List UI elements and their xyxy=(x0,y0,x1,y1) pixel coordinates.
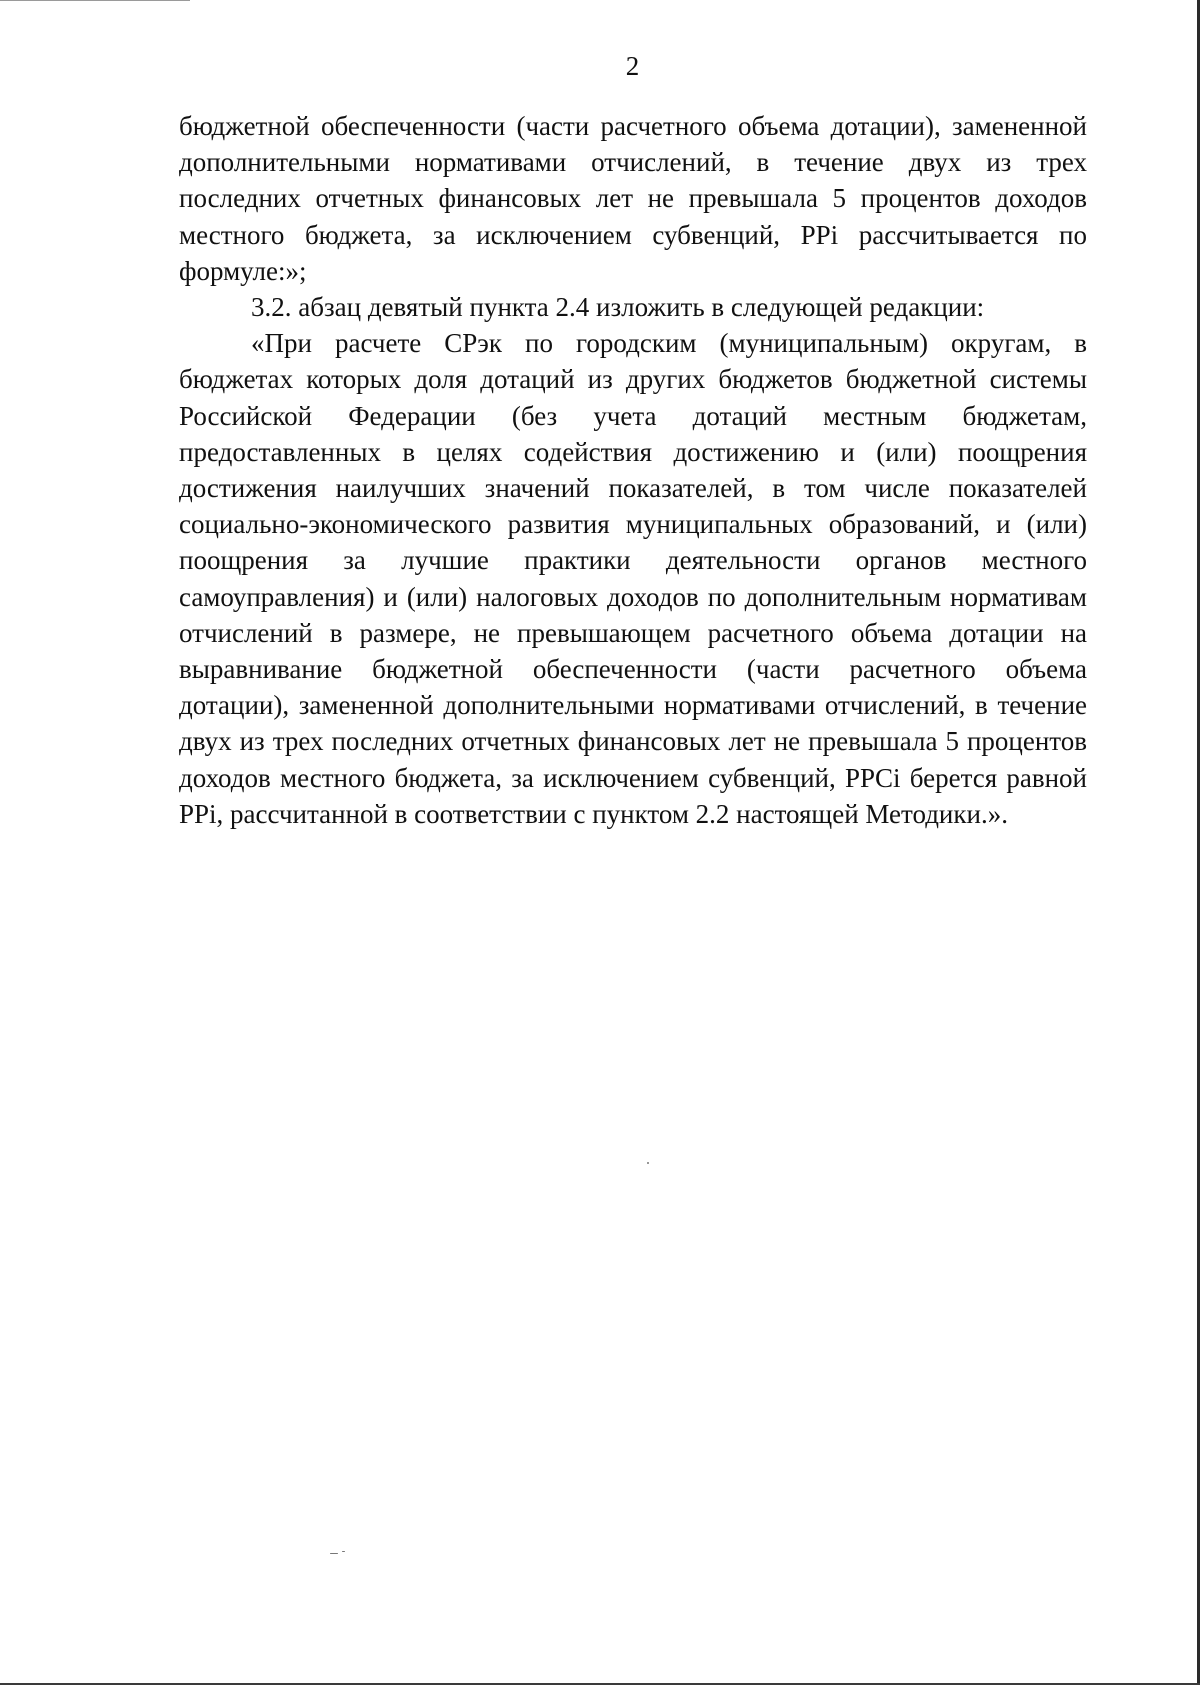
scan-edge-top xyxy=(0,0,190,1)
page-number: 2 xyxy=(625,51,640,81)
scan-speck xyxy=(647,1162,649,1164)
paragraph-quoted-text: «При расчете CPэк по городским (муниципальным) округам, в бюджетах которых доля дотаций из других бюджетов бюджетной системы Российской Федерации (без учета дотаций местным бюджетам, предоставленных в целях содействия достижению и (или) поощрения достижения наилучших значений показателей, в том числе показателей социально-экономического развития муниципальных образований, и (или) поощрения за лучшие практики деятельности органов местного самоуправления) и (или) налоговых доходов по дополнительным нормативам отчислений в размере, не превышающем расчетного объема дотации на выравнивание бюджетной обеспеченности (части расчетного объема дотации), замененной дополнительными нормативами отчислений, в течение двух из трех последних отчетных финансовых лет не превышала 5 процентов доходов местного бюджета, за исключением субвенций, PPCi берется равной PPi, рассчитанной в соответствии с пунктом 2.2 настоящей Методики.». xyxy=(179,328,1087,829)
paragraph-item-3-2: 3.2. абзац девятый пункта 2.4 изложить в следующей редакции: xyxy=(251,292,985,323)
scan-speck xyxy=(330,1553,338,1554)
scan-speck xyxy=(342,1551,345,1552)
paragraph-continuation: бюджетной обеспеченности (части расчетного объема дотации), замененной дополнительными нормативами отчислений, в течение двух из трех последних отчетных финансовых лет не превышала 5 процентов доходов местного бюджета, за исключением субвенций, PPi рассчитывается по формуле:»; xyxy=(179,111,1087,286)
document-body xyxy=(179,108,1087,832)
